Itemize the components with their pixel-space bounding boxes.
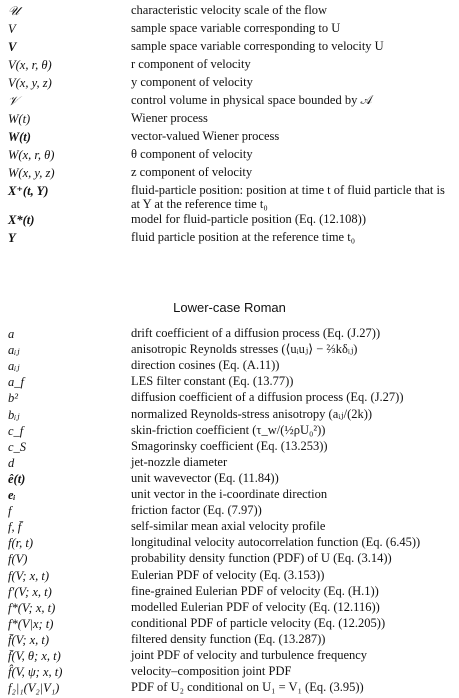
- nomenclature-entry: [0, 75, 459, 93]
- entry-description: self-similar mean axial velocity profile: [131, 519, 326, 533]
- entry-symbol: f(V; x, t): [8, 569, 50, 583]
- entry-symbol: bᵢⱼ: [8, 408, 20, 422]
- entry-description: y component of velocity: [131, 75, 253, 89]
- entry-symbol: V(x, r, θ): [8, 58, 52, 72]
- entry-description: θ component of velocity: [131, 147, 253, 161]
- entry-description: vector-valued Wiener process: [131, 129, 280, 143]
- section-heading-lower-case-roman: Lower-case Roman: [173, 300, 286, 315]
- entry-symbol: b²: [8, 391, 18, 405]
- nomenclature-entry: [0, 212, 459, 230]
- entry-description: skin-friction coefficient (τ_w/(½ρU₀²)): [131, 423, 326, 437]
- entry-description: joint PDF of velocity and turbulence frequency: [131, 648, 368, 662]
- entry-symbol: c_f: [8, 424, 24, 438]
- entry-description: fluid particle position at the reference time t₀: [131, 230, 356, 244]
- entry-description: longitudinal velocity autocorrelation function (Eq. (6.45)): [131, 535, 421, 549]
- entry-description: model for fluid-particle position (Eq. (12.108)): [131, 212, 367, 226]
- entry-symbol: V(x, y, z): [8, 76, 52, 90]
- entry-symbol: f₂|₁(V₂|V₁): [8, 681, 60, 695]
- entry-symbol: 𝒱: [8, 94, 19, 108]
- nomenclature-entry: [0, 93, 459, 111]
- entry-description: modelled Eulerian PDF of velocity (Eq. (12.116)): [131, 600, 380, 614]
- entry-description: characteristic velocity scale of the flow: [131, 3, 328, 17]
- entry-symbol: f: [8, 504, 12, 518]
- entry-description: normalized Reynolds-stress anisotropy (aᵢⱼ/(2k)): [131, 407, 373, 421]
- nomenclature-entry: [0, 57, 459, 75]
- entry-description: fluid-particle position: position at time t of fluid particle that is at Y at the reference time t₀: [131, 183, 445, 211]
- entry-symbol: eᵢ: [8, 488, 16, 502]
- entry-description: conditional PDF of particle velocity (Eq. (12.205)): [131, 616, 386, 630]
- nomenclature-entry: [0, 21, 459, 39]
- entry-symbol: 𝒰: [8, 4, 20, 18]
- entry-description: diffusion coefficient of a diffusion process (Eq. (J.27)): [131, 390, 404, 404]
- entry-description: drift coefficient of a diffusion process (Eq. (J.27)): [131, 326, 381, 340]
- entry-symbol: f̂(V, ψ; x, t): [8, 665, 63, 679]
- entry-description: fine-grained Eulerian PDF of velocity (Eq. (H.1)): [131, 584, 379, 598]
- entry-symbol: Y: [8, 231, 16, 245]
- nomenclature-entry: [0, 551, 459, 569]
- nomenclature-entry: [0, 183, 459, 211]
- nomenclature-entry: [0, 147, 459, 165]
- entry-symbol: c_S: [8, 440, 27, 454]
- nomenclature-entry: [0, 39, 459, 57]
- nomenclature-entry: [0, 129, 459, 147]
- entry-description: velocity–composition joint PDF: [131, 664, 292, 678]
- entry-description: filtered density function (Eq. (13.287)): [131, 632, 326, 646]
- entry-description: Eulerian PDF of velocity (Eq. (3.153)): [131, 568, 325, 582]
- entry-symbol: d: [8, 456, 15, 470]
- nomenclature-entry: [0, 680, 459, 698]
- entry-symbol: V: [8, 22, 16, 36]
- nomenclature-entry: [0, 111, 459, 129]
- entry-symbol: f*(V|x; t): [8, 617, 54, 631]
- entry-symbol: f(V): [8, 552, 28, 566]
- nomenclature-entry: [0, 3, 459, 21]
- nomenclature-entry: [0, 165, 459, 183]
- entry-symbol: f(r, t): [8, 536, 33, 550]
- entry-symbol: X*(t): [8, 213, 35, 227]
- entry-description: sample space variable corresponding to U: [131, 21, 341, 35]
- entry-description: Smagorinsky coefficient (Eq. (13.253)): [131, 439, 328, 453]
- entry-description: anisotropic Reynolds stresses (⟨uᵢuⱼ⟩ − ⅔kδᵢⱼ): [131, 342, 358, 356]
- entry-description: PDF of U₂ conditional on U₁ = V₁ (Eq. (3.95)): [131, 680, 364, 694]
- entry-description: control volume in physical space bounded by 𝒜: [131, 93, 373, 107]
- entry-symbol: f, f̄: [8, 520, 22, 534]
- entry-description: unit vector in the i-coordinate direction: [131, 487, 328, 501]
- entry-description: z component of velocity: [131, 165, 253, 179]
- entry-description: unit wavevector (Eq. (11.84)): [131, 471, 279, 485]
- entry-symbol: V: [8, 40, 17, 54]
- entry-description: jet-nozzle diameter: [131, 455, 228, 469]
- entry-symbol: a_f: [8, 375, 24, 389]
- entry-description: probability density function (PDF) of U (Eq. (3.14)): [131, 551, 392, 565]
- entry-symbol: ê(t): [8, 472, 26, 486]
- entry-symbol: X⁺(t, Y): [8, 184, 49, 198]
- entry-symbol: W(t): [8, 130, 31, 144]
- entry-description: direction cosines (Eq. (A.11)): [131, 358, 280, 372]
- entry-symbol: W(x, r, θ): [8, 148, 55, 162]
- entry-symbol: W(t): [8, 112, 31, 126]
- entry-description: sample space variable corresponding to velocity U: [131, 39, 384, 53]
- entry-description: LES filter constant (Eq. (13.77)): [131, 374, 294, 388]
- nomenclature-entry: [0, 230, 459, 248]
- entry-symbol: aᵢⱼ: [8, 359, 20, 373]
- entry-symbol: aᵢⱼ: [8, 343, 20, 357]
- entry-symbol: f̄(V; x, t): [8, 633, 50, 647]
- entry-description: friction factor (Eq. (7.97)): [131, 503, 262, 517]
- entry-symbol: f*(V; x, t): [8, 601, 56, 615]
- nomenclature-entry: [0, 390, 459, 408]
- entry-symbol: W(x, y, z): [8, 166, 55, 180]
- entry-symbol: a: [8, 327, 15, 341]
- entry-description: Wiener process: [131, 111, 208, 125]
- entry-symbol: f′(V; x, t): [8, 585, 52, 599]
- entry-symbol: f̄(V, θ; x, t): [8, 649, 61, 663]
- entry-description: r component of velocity: [131, 57, 251, 71]
